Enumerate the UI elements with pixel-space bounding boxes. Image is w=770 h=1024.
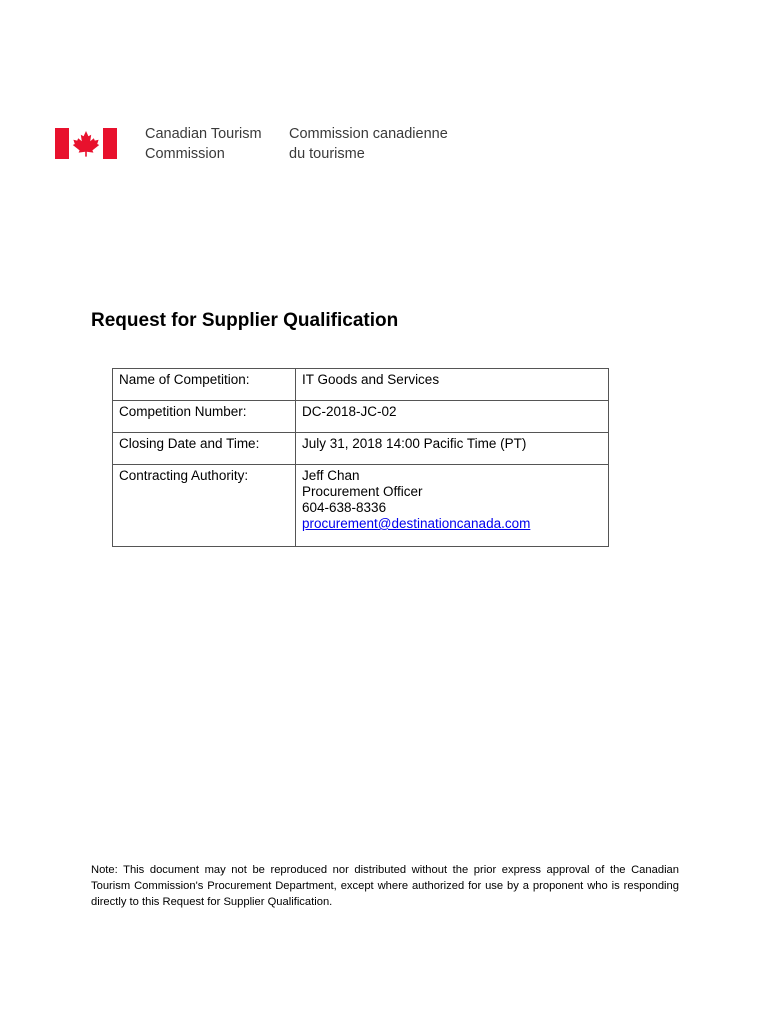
org-name-english-line1: Canadian Tourism — [145, 126, 262, 142]
contact-phone: 604-638-8336 — [302, 500, 387, 515]
table-row — [113, 369, 609, 401]
competition-info-table — [112, 368, 609, 547]
org-name-english — [145, 124, 262, 164]
maple-leaf-icon — [73, 131, 99, 157]
disclaimer-note: Note: This document may not be reproduced nor distributed without the prior express approval of the Canadian Tourism Commission's Procurement Department, except where authorized for use by a proponent who is responding directly to this Request for Supplier Qualification. — [91, 864, 679, 908]
org-name-english-line2: Commission — [145, 146, 225, 162]
org-name-french-line2: du tourisme — [289, 146, 365, 162]
document-title: Request for Supplier Qualification — [91, 310, 399, 331]
contact-name: Jeff Chan — [302, 468, 360, 483]
table-row — [113, 401, 609, 433]
closing-date-label: Closing Date and Time: — [113, 433, 296, 465]
table-row — [113, 465, 609, 547]
closing-date-value: July 31, 2018 14:00 Pacific Time (PT) — [296, 433, 609, 465]
contact-email-link[interactable]: procurement@destinationcanada.com — [302, 516, 531, 531]
flag-right-bar — [103, 128, 117, 159]
contracting-authority-value — [296, 465, 609, 547]
org-name-french — [289, 124, 448, 164]
canada-flag-logo — [55, 128, 117, 159]
competition-number-label: Competition Number: — [113, 401, 296, 433]
flag-left-bar — [55, 128, 69, 159]
contact-role: Procurement Officer — [302, 484, 423, 499]
contracting-authority-label: Contracting Authority: — [113, 465, 296, 547]
table-row — [113, 433, 609, 465]
org-name-french-line1: Commission canadienne — [289, 126, 448, 142]
competition-number-value: DC-2018-JC-02 — [296, 401, 609, 433]
competition-name-label: Name of Competition: — [113, 369, 296, 401]
competition-name-value: IT Goods and Services — [296, 369, 609, 401]
